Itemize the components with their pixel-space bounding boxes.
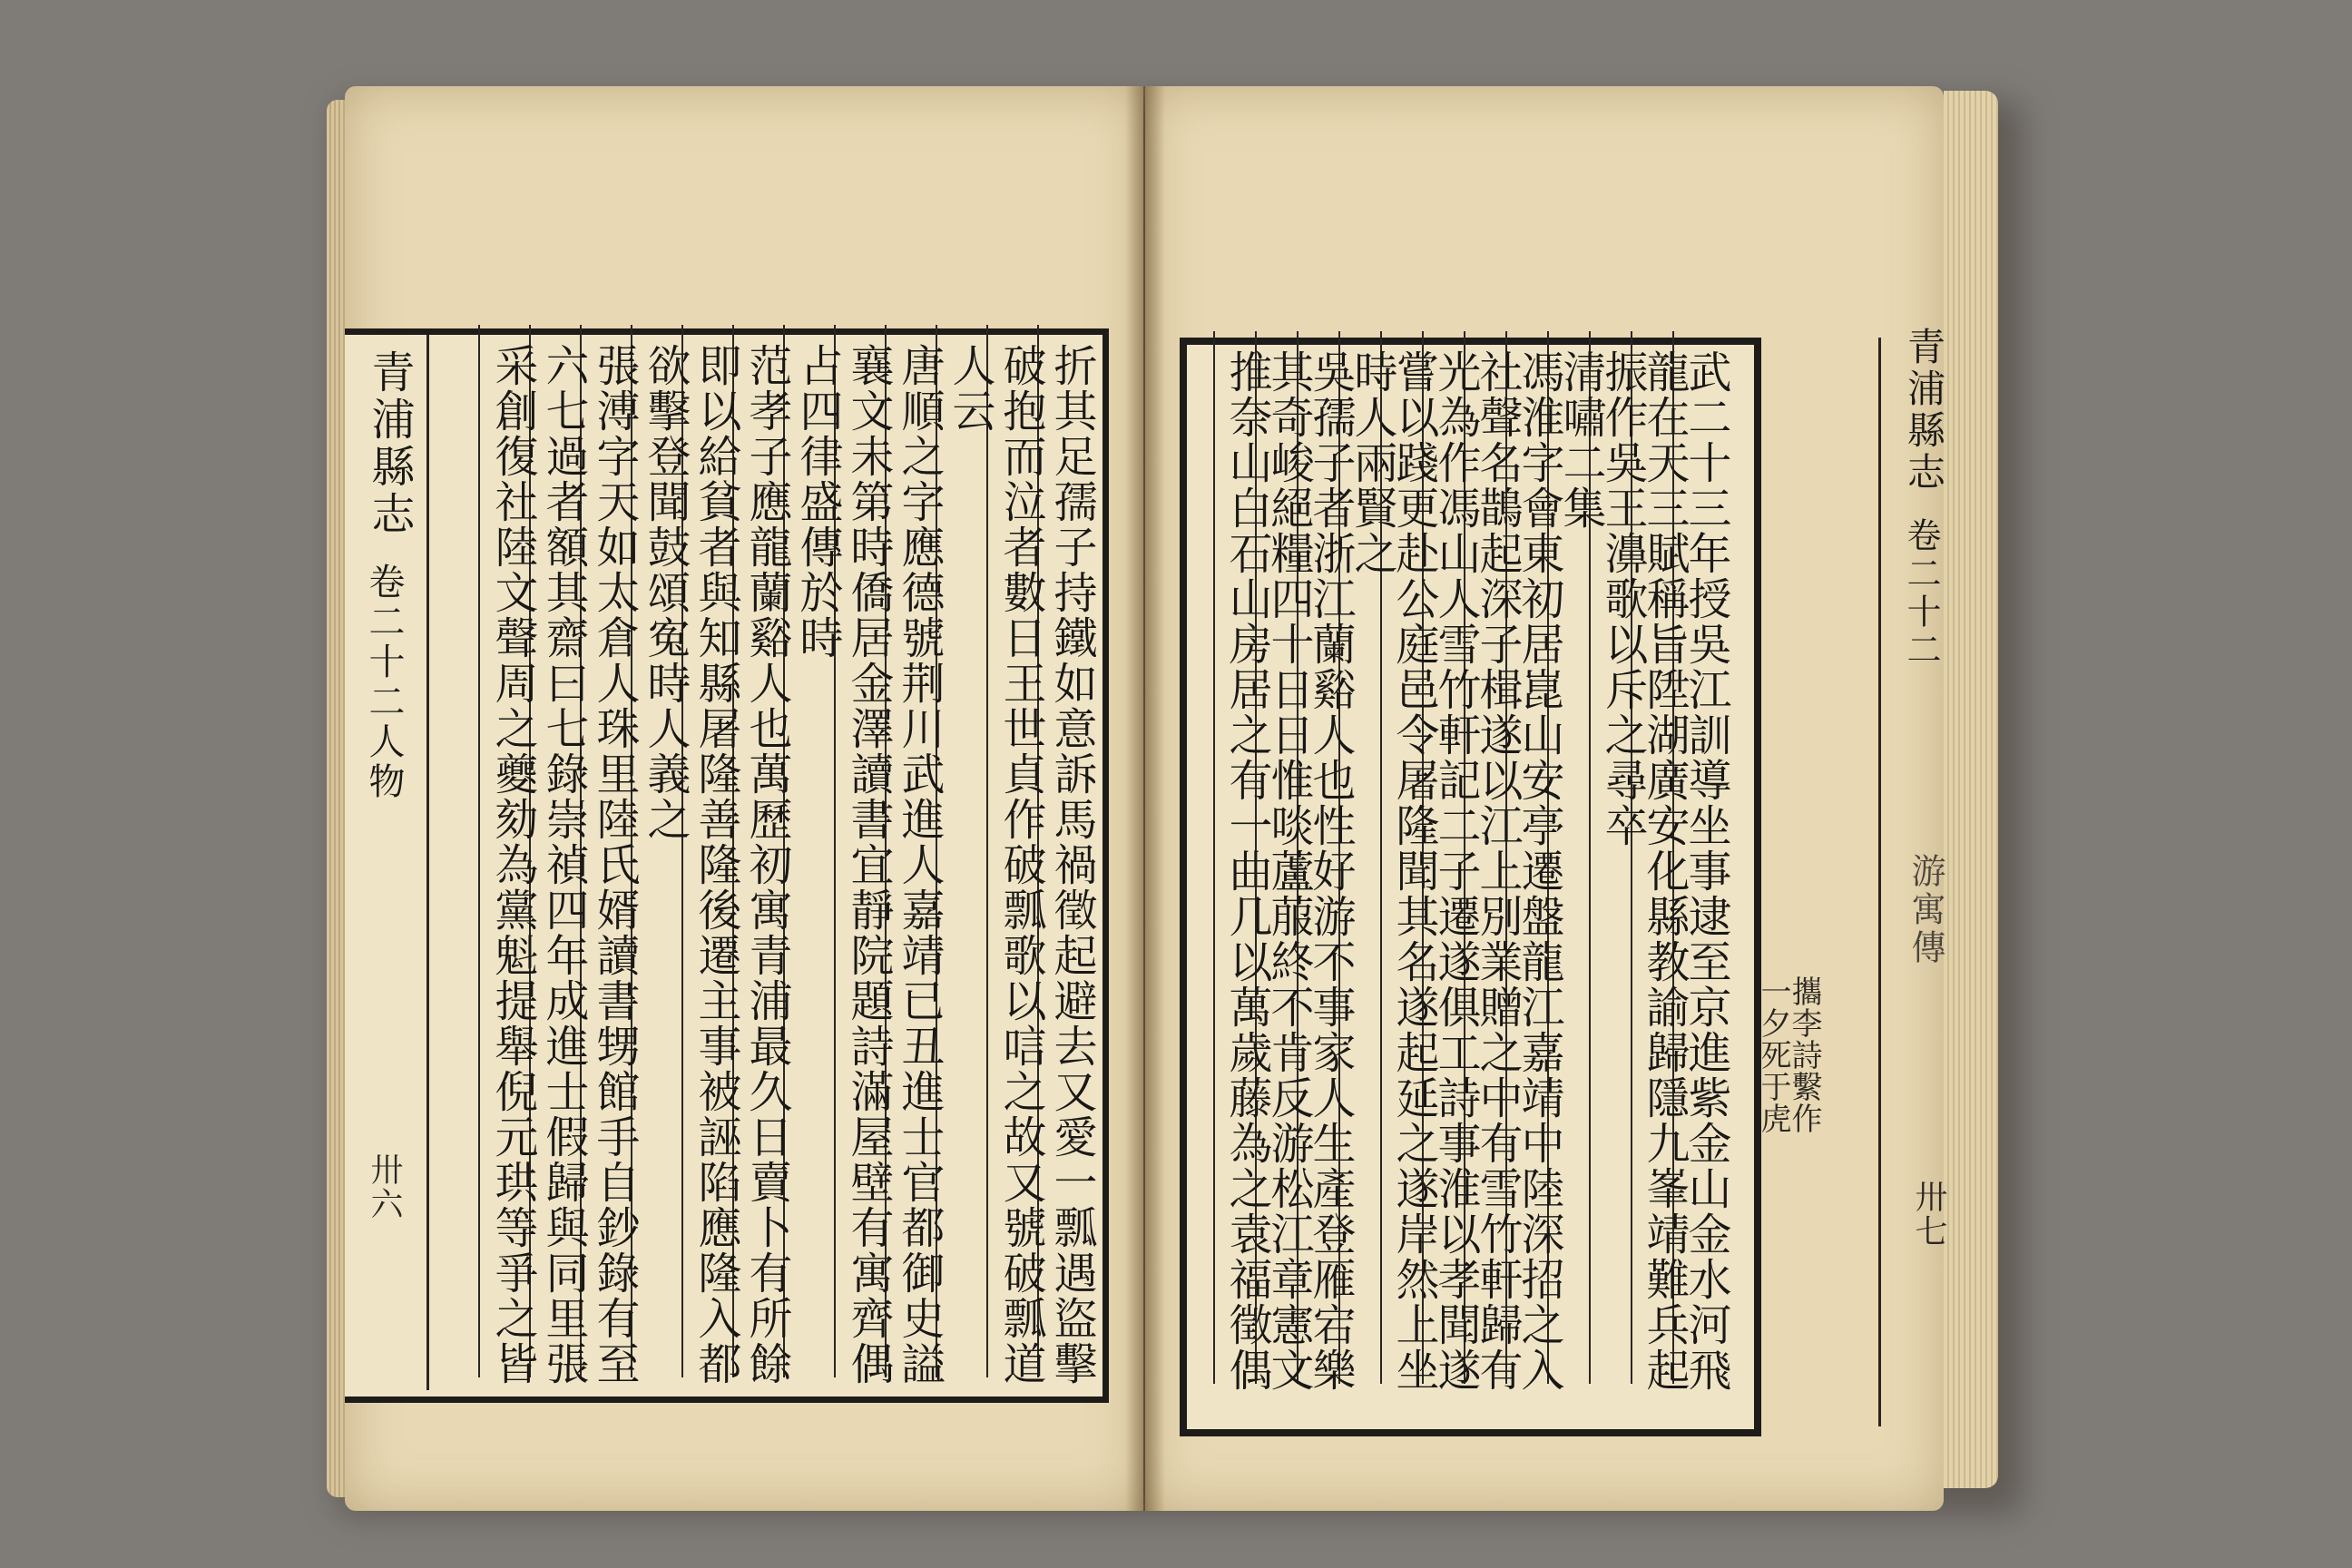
left-column-8: 即以給貧者與知縣屠隆善隆後遷主事被誣陷應隆入都 [691,343,741,1387]
right-column-7: 光為作馮山人雪竹軒記二子遷遂俱工詩事淮以孝聞遂 [1430,349,1481,1393]
left-column-9: 欲擊登聞鼓頌寃時人義之 [640,343,691,842]
small-note-2: 一夕死于虎 [1755,975,1791,1134]
right-column-6: 社聲名鵲起深子楫遂以江上別業贈之中有雪竹軒歸有 [1472,349,1523,1393]
left-column-10: 張溥字天如太倉人珠里陸氏婿讀書甥館手自鈔錄有至 [589,343,640,1387]
left-column-11: 六七過者額其齋曰七錄崇禎四年成進士假歸與同里張 [538,343,589,1387]
right-margin-rule [1878,338,1881,1426]
right-column-11: 其奇峻絕糧四十日日惟啖蘆菔終不肯反游松江章憲文 [1263,349,1314,1393]
book-gutter [1125,86,1165,1511]
left-folio: 卅六 [366,1152,403,1221]
margin-rule [426,335,429,1390]
right-column-5: 馮淮字會東初居崑山安亭遷盤龍江嘉靖中陸深招之入 [1514,349,1564,1393]
right-margin-volume: 卷二十二 [1901,517,1941,670]
left-column-2: 破抱而泣者數日王世貞作破瓢歌以唁之故又號破瓢道 [995,343,1046,1387]
small-note-1: 攜李詩繫作 [1786,975,1822,1134]
left-column-1: 折其足孺子持鐵如意訴馬禍徵起避去又愛一瓢遇盜擊 [1046,343,1097,1387]
left-column-4: 唐順之字應德號荆川武進人嘉靖已丑進士官都御史謚 [894,343,945,1387]
right-folio: 卅七 [1910,1180,1947,1249]
right-margin-section: 游寓傳 [1906,853,1945,967]
right-column-2: 龍在天三賦稱旨陞湖廣安化縣教諭歸隱九峯靖難兵起 [1639,349,1690,1393]
left-margin-volume: 卷二十二人物 [363,563,405,802]
right-column-8: 嘗以踐更赴公庭邑令屠隆聞其名遂起延之遂岸然上坐 [1388,349,1439,1393]
right-page-edges [1944,91,1998,1488]
left-column-rule [986,325,988,1377]
left-column-7: 范孝子應龍蘭谿人也萬歷初寓青浦最久日賣卜有所餘 [741,343,792,1387]
right-column-9: 時人兩賢之 [1347,349,1397,576]
right-column-10: 吳孺子者浙江蘭谿人也性好游不事家人生產登雁宕樂 [1305,349,1356,1393]
left-column-5: 襄文未第時僑居金澤讀書宜靜院題詩滿屋壁有寓齊偶 [843,343,894,1387]
left-column-3: 人云 [945,343,995,434]
right-column-rule [1213,331,1215,1384]
right-column-1: 武二十三年授吳江訓導坐事逮至京進紫金山金水河飛 [1681,349,1731,1393]
left-column-12: 采創復社陸文聲周之夔劾為黨魁提舉倪元珙等爭之皆 [487,343,538,1387]
right-column-12: 推奈山白石山房居之有一曲几以萬歲藤為之袁福徵偶 [1221,349,1272,1393]
left-column-rule [478,325,480,1377]
left-margin-title: 青浦縣志 [364,349,415,538]
right-margin-title: 青浦縣志 [1902,327,1946,494]
right-column-3: 振作吳王濞歌以斥之尋卒 [1597,349,1648,848]
left-column-6: 占四律盛傳於時 [792,343,843,661]
right-column-4: 清嘯二集 [1555,349,1606,531]
